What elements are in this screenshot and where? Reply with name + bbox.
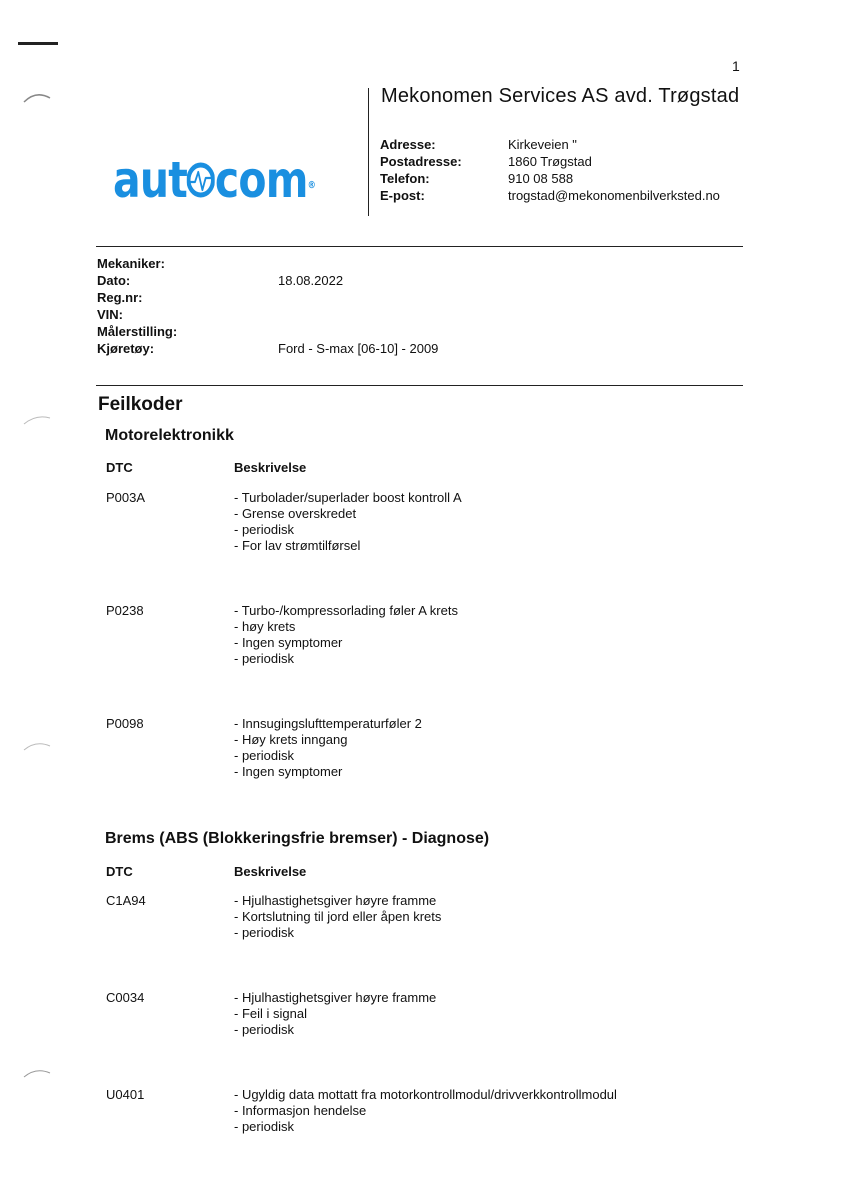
- header-divider: [368, 88, 369, 216]
- description-line: - Feil i signal: [234, 1006, 307, 1021]
- autocom-logo: aut com®: [113, 151, 316, 209]
- dtc-description: [234, 893, 441, 941]
- logo-text-left: aut: [113, 151, 188, 209]
- description-line: - periodisk: [234, 522, 294, 537]
- contact-value: Kirkeveien ": [508, 137, 577, 152]
- logo-text-right: com: [214, 151, 308, 209]
- field-label: Kjøretøy:: [97, 341, 155, 356]
- field-label: VIN:: [97, 307, 123, 322]
- description-line: - Ingen symptomer: [234, 635, 343, 650]
- contact-label: Telefon:: [380, 171, 430, 186]
- dtc-code: P003A: [106, 490, 146, 505]
- scan-mark-arc: [22, 1065, 52, 1079]
- description-line: - Innsugingslufttemperaturføler 2: [234, 716, 422, 731]
- description-line: - Hjulhastighetsgiver høyre framme: [234, 893, 437, 908]
- signal-wave-icon: [187, 158, 215, 202]
- description-line: - periodisk: [234, 1119, 294, 1134]
- contact-label: Postadresse:: [380, 154, 462, 169]
- dtc-description: [234, 603, 458, 667]
- divider: [96, 246, 743, 247]
- scan-mark-arc: [22, 412, 52, 426]
- dtc-code: C0034: [106, 990, 145, 1005]
- page-number: 1: [732, 58, 740, 74]
- contact-value: 910 08 588: [508, 171, 574, 186]
- section-title: Brems (ABS (Blokkeringsfrie bremser) - Diagnose): [105, 830, 490, 847]
- divider: [96, 385, 743, 386]
- dtc-code: P0238: [106, 603, 144, 618]
- description-line: - Turbo-/kompressorlading føler A krets: [234, 603, 458, 618]
- column-header-description: Beskrivelse: [234, 864, 307, 879]
- field-label: Reg.nr:: [97, 290, 143, 305]
- description-line: - Informasjon hendelse: [234, 1103, 367, 1118]
- dtc-code: U0401: [106, 1087, 145, 1102]
- description-line: - periodisk: [234, 925, 294, 940]
- dtc-description: [234, 716, 422, 780]
- description-line: - Ugyldig data mottatt fra motorkontrollmodul/drivverkkontrollmodul: [234, 1087, 617, 1102]
- field-value: Ford - S-max [06-10] - 2009: [278, 341, 439, 356]
- field-label: Mekaniker:: [97, 256, 165, 271]
- description-line: - Kortslutning til jord eller åpen krets: [234, 909, 442, 924]
- field-label: Målerstilling:: [97, 324, 178, 339]
- dtc-code: P0098: [106, 716, 144, 731]
- description-line: - Ingen symptomer: [234, 764, 343, 779]
- description-line: - For lav strømtilførsel: [234, 538, 361, 553]
- dtc-description: [234, 1087, 617, 1135]
- company-name: Mekonomen Services AS avd. Trøgstad: [381, 85, 740, 107]
- field-value: 18.08.2022: [278, 273, 344, 288]
- scan-mark-top: [18, 42, 58, 45]
- column-header-dtc: DTC: [106, 864, 133, 879]
- dtc-description: [234, 990, 436, 1038]
- description-line: - periodisk: [234, 1022, 294, 1037]
- contact-label: Adresse:: [380, 137, 436, 152]
- description-line: - periodisk: [234, 748, 294, 763]
- section-title: Motorelektronikk: [105, 427, 234, 444]
- description-line: - høy krets: [234, 619, 296, 634]
- description-line: - Turbolader/superlader boost kontroll A: [234, 490, 462, 505]
- description-line: - Hjulhastighetsgiver høyre framme: [234, 990, 437, 1005]
- faults-title: Feilkoder: [98, 394, 183, 415]
- contact-value: 1860 Trøgstad: [508, 154, 592, 169]
- contact-block: [380, 136, 720, 204]
- contact-label: E-post:: [380, 188, 425, 203]
- scan-mark-arc: [22, 738, 52, 752]
- description-line: - periodisk: [234, 651, 294, 666]
- scan-mark-arc: [22, 90, 52, 104]
- column-header-description: Beskrivelse: [234, 460, 307, 475]
- description-line: - Høy krets inngang: [234, 732, 348, 747]
- contact-email: trogstad@mekonomenbilverksted.no: [508, 188, 720, 203]
- vehicle-info: [97, 255, 438, 357]
- description-line: - Grense overskredet: [234, 506, 357, 521]
- field-label: Dato:: [97, 273, 131, 288]
- column-header-dtc: DTC: [106, 460, 133, 475]
- dtc-code: C1A94: [106, 893, 146, 908]
- dtc-description: [234, 490, 462, 554]
